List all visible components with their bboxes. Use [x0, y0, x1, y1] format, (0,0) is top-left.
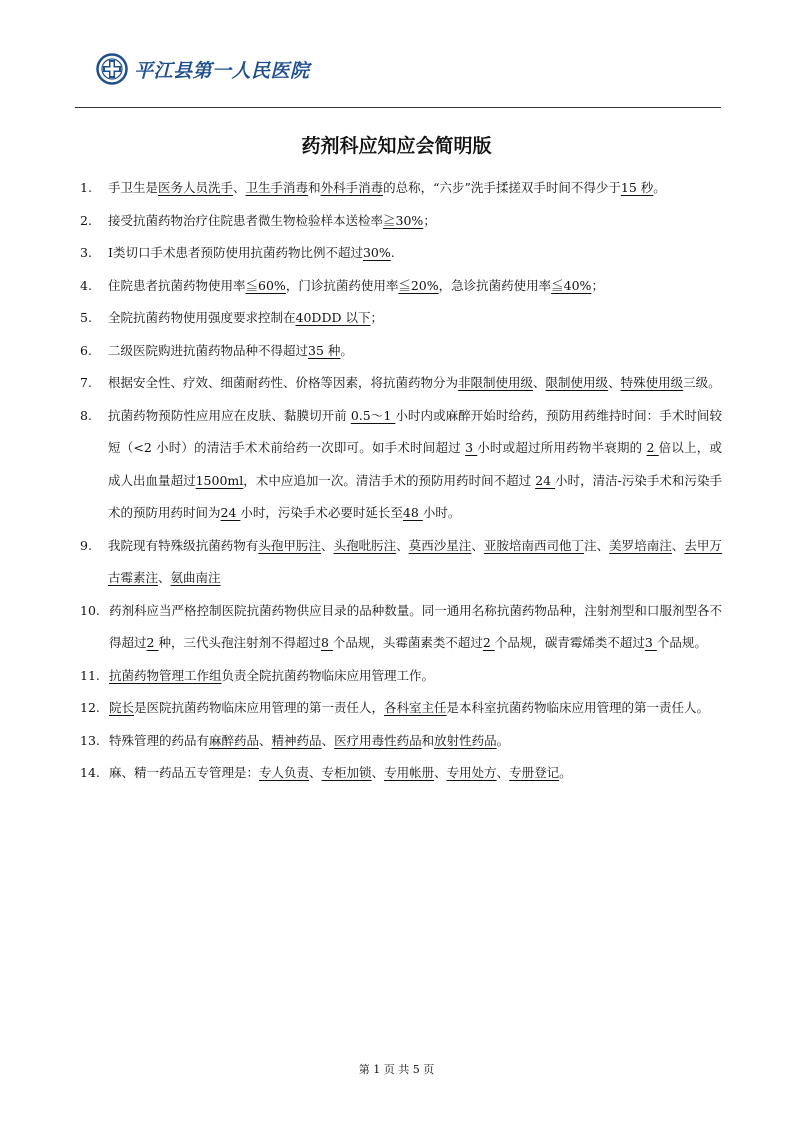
item-text	[109, 660, 722, 693]
text-segment: 药剂科应当严格控制医院抗菌药物供应目录的品种数量。同一通用名称抗菌药物品种，注射剂型和口服剂型各不得超过	[109, 602, 722, 650]
text-segment: 小时或超过所用药物半衰期的	[477, 440, 647, 455]
header-divider	[75, 107, 721, 108]
text-segment: Ⅰ类切口手术患者预防使用抗菌药物比例不超过	[108, 245, 363, 260]
item-text	[108, 172, 722, 205]
list-item	[80, 660, 722, 693]
underlined-term: 1500ml	[195, 472, 244, 488]
item-number: 10.	[80, 602, 100, 618]
item-number: 3.	[80, 245, 92, 260]
text-segment: .	[390, 245, 395, 260]
text-segment: 是医院抗菌药物临床应用管理的第一责任人，	[134, 700, 385, 715]
hospital-name: 平江县第一人民医院	[134, 59, 310, 82]
text-segment: 住院患者抗菌药物使用率	[108, 277, 246, 293]
underlined-term: 2	[146, 635, 159, 650]
hospital-emblem-icon	[96, 53, 128, 85]
text-segment: 、	[233, 180, 246, 195]
underlined-term: 卫生手消毒	[245, 180, 309, 195]
text-segment: 的总称，“六步”洗手揉搓双手时间不得少于	[383, 180, 621, 195]
underlined-term: 专柜加锁	[321, 765, 372, 780]
text-segment: 、	[309, 765, 322, 780]
list-item	[80, 757, 722, 790]
text-segment: 和	[308, 180, 321, 195]
list-item	[80, 400, 722, 530]
text-segment: 根据安全性、疗效、细菌耐药性、价格等因素，将抗菌药物分为	[108, 375, 459, 390]
page-header	[96, 50, 310, 88]
item-text	[108, 205, 722, 238]
underlined-term: 35 种	[308, 342, 341, 358]
text-segment: 、	[396, 537, 409, 553]
underlined-term: 40DDD 以下	[295, 310, 371, 325]
underlined-term: 非限制使用级	[458, 375, 534, 390]
underlined-term: 8	[320, 635, 333, 650]
text-segment: 接受抗菌药物治疗住院患者微生物检验样本送检率	[108, 212, 384, 228]
underlined-term: 头孢吡肟注	[333, 537, 397, 553]
item-text	[109, 757, 722, 790]
text-segment: 、	[371, 765, 385, 780]
text-segment: 三级。	[683, 375, 721, 390]
list-item	[80, 302, 722, 335]
item-number: 1.	[80, 180, 92, 195]
item-text	[108, 335, 722, 368]
item-number: 11.	[80, 667, 100, 683]
list-item	[80, 335, 722, 368]
text-segment: 个品规，碳青霉烯类不超过	[494, 635, 645, 650]
underlined-term: 2	[482, 635, 495, 650]
underlined-term: 专用处方	[446, 765, 497, 780]
list-item	[80, 725, 722, 758]
item-text	[108, 270, 722, 303]
underlined-term: 专用帐册	[384, 765, 435, 780]
underlined-term: 24	[220, 505, 241, 520]
item-number: 13.	[80, 732, 100, 748]
text-segment: 。	[559, 765, 572, 780]
text-segment: ；	[423, 212, 436, 228]
text-segment: 、	[608, 375, 621, 390]
item-text	[109, 725, 722, 758]
item-number: 7.	[80, 375, 92, 390]
text-segment: 手卫生是	[108, 180, 159, 195]
underlined-term: 特殊使用级	[620, 375, 684, 390]
text-segment: 、	[471, 537, 484, 553]
underlined-term: 专册登记	[509, 765, 560, 780]
text-segment: 小时，污染手术必要时延长至	[240, 505, 403, 520]
item-text	[109, 692, 722, 725]
text-segment: ；	[370, 310, 383, 325]
text-segment: 。	[653, 180, 666, 195]
text-segment: 、	[533, 375, 546, 390]
underlined-term: ≦20%	[398, 277, 439, 293]
underlined-term: ≧30%	[383, 212, 424, 228]
list-item	[80, 172, 722, 205]
item-text	[108, 530, 722, 595]
text-segment: 是本科室抗菌药物临床应用管理的第一责任人。	[446, 700, 710, 715]
text-segment: 小时，清洁-污染手术和污染手术的预防用药时间为	[108, 472, 722, 520]
text-segment: 抗菌药物预防性应用应在皮肤、黏膜切开前	[108, 407, 351, 423]
underlined-term: 限制使用级	[545, 375, 609, 390]
text-segment: 和	[421, 732, 435, 748]
underlined-term: 48	[402, 505, 423, 520]
text-segment: 个品规。	[656, 635, 707, 650]
item-number: 14.	[80, 765, 100, 780]
list-item	[80, 530, 722, 595]
page-footer: 第 1 页 共 5 页	[358, 1063, 435, 1076]
text-segment: 倍以上，或成人出血量超过	[108, 440, 722, 488]
page-title: 药剂科应知应会简明版	[301, 135, 492, 157]
text-segment: ，急诊抗菌药使用率	[438, 277, 552, 293]
underlined-term: ≦40%	[551, 277, 592, 293]
list-item	[80, 205, 722, 238]
underlined-term: 专人负责	[259, 765, 310, 780]
underlined-term: ≦60%	[245, 277, 286, 293]
list-item	[80, 270, 722, 303]
underlined-term: 头孢甲肟注	[258, 537, 321, 553]
text-segment: 麻、精一药品五专管理是：	[109, 765, 260, 780]
text-segment: 、	[321, 732, 335, 748]
underlined-term: 2	[646, 440, 659, 455]
text-segment: 、	[259, 732, 272, 748]
item-text	[109, 595, 722, 660]
text-segment: 注、	[584, 537, 610, 553]
text-segment: ；	[591, 277, 604, 293]
text-segment: 二级医院购进抗菌药物品种不得超过	[108, 342, 309, 358]
underlined-term: 3	[465, 440, 478, 455]
underlined-term: 院长	[109, 700, 135, 715]
underlined-term: 各科室主任	[384, 700, 447, 715]
text-segment: 、	[671, 537, 685, 553]
underlined-term: 放射性药品	[434, 732, 497, 748]
item-number: 4.	[80, 277, 92, 293]
item-number: 2.	[80, 212, 92, 228]
underlined-term: 美罗培南注	[609, 537, 672, 553]
text-segment: 。	[340, 342, 353, 358]
underlined-term: 医务人员洗手	[158, 180, 234, 195]
item-number: 5.	[80, 310, 92, 325]
list-item	[80, 237, 722, 270]
text-segment: 个品规，头霉菌素类不超过	[332, 635, 483, 650]
underlined-term: 氨曲南注	[170, 570, 221, 585]
underlined-term: 医疗用毒性药品	[334, 732, 422, 748]
item-number: 8.	[80, 407, 92, 423]
underlined-term: 麻醉药品	[209, 732, 260, 748]
text-segment: 种，三代头孢注射剂不得超过	[158, 635, 321, 650]
text-segment: 小时内或麻醉开始时给药，预防用药维持时间：手术时间较短（<2 小时）的清洁手术术前给药一次即可。如手术时间超过	[108, 407, 722, 455]
text-segment: 负责全院抗菌药物临床应用管理工作。	[221, 667, 435, 683]
text-segment: 、	[158, 570, 171, 585]
underlined-term: 外科手消毒	[320, 180, 384, 195]
underlined-term: 去甲万古霉素注	[108, 537, 722, 585]
text-segment: 、	[496, 765, 510, 780]
text-segment: 、	[434, 765, 447, 780]
text-segment: 全院抗菌药物使用强度要求控制在	[108, 310, 296, 325]
text-segment: ，门诊抗菌药使用率	[285, 277, 399, 293]
item-number: 9.	[80, 537, 92, 553]
item-text	[108, 237, 722, 270]
underlined-term: 24	[535, 472, 556, 488]
underlined-term: 精神药品	[271, 732, 322, 748]
underlined-term: 0.5～1	[350, 407, 396, 423]
list-item	[80, 595, 722, 660]
list-item	[80, 367, 722, 400]
text-segment: 我院现有特殊级抗菌药物有	[108, 537, 259, 553]
text-segment: 小时。	[422, 505, 461, 520]
text-segment: 、	[320, 537, 334, 553]
underlined-term: 30%	[362, 245, 391, 260]
text-segment: 。	[496, 732, 510, 748]
item-number: 12.	[80, 700, 100, 715]
list-item	[80, 692, 722, 725]
item-text	[108, 400, 722, 530]
item-number: 6.	[80, 342, 92, 358]
underlined-term: 莫西沙星注	[408, 537, 472, 553]
underlined-term: 抗菌药物管理工作组	[109, 667, 222, 683]
item-list	[80, 172, 722, 790]
item-text	[108, 302, 722, 335]
item-text	[108, 367, 722, 400]
underlined-term: 15 秒	[620, 180, 654, 195]
text-segment: ，术中应追加一次。清洁手术的预防用药时间不超过	[243, 472, 536, 488]
underlined-term: 亚胺培南西司他丁	[483, 537, 585, 553]
underlined-term: 3	[644, 635, 657, 650]
text-segment: 特殊管理的药品有	[109, 732, 210, 748]
